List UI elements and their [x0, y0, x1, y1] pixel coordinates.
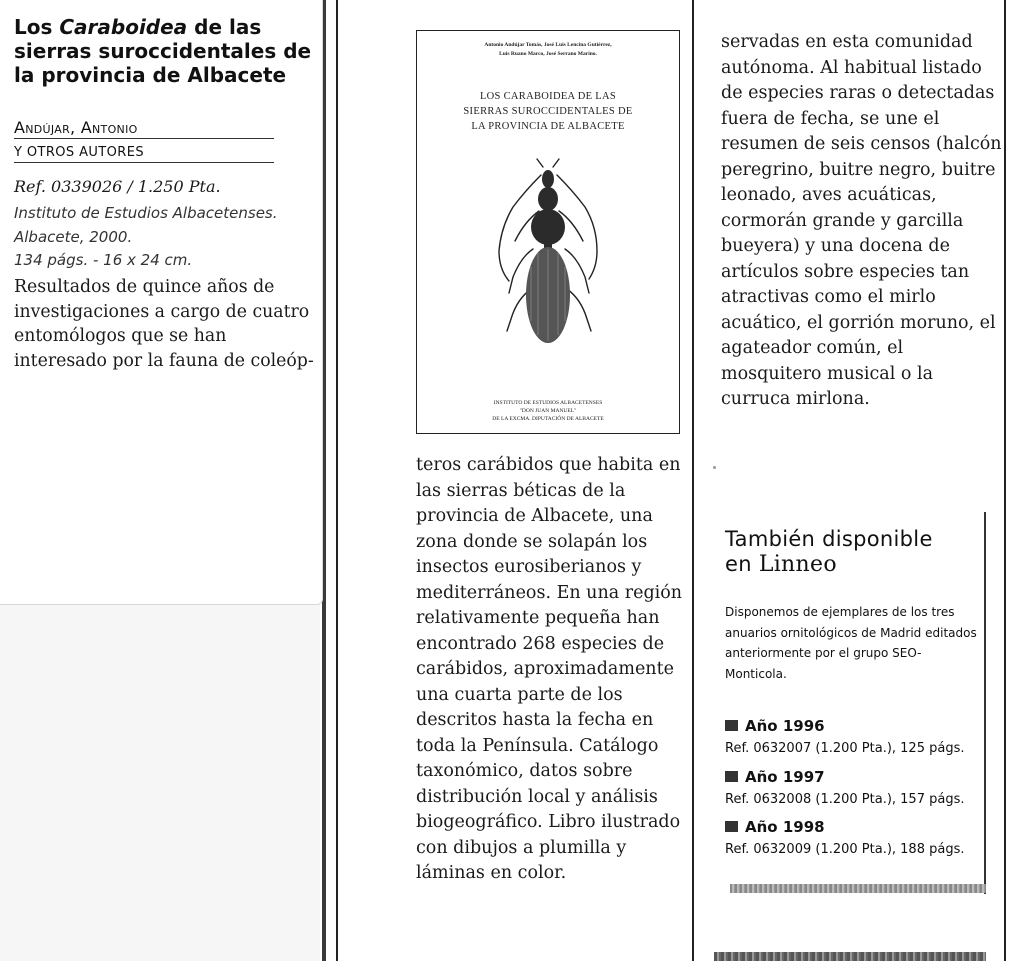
also-available-box [714, 510, 988, 894]
cover-authors: Antonio Andújar Tomás, José Luis Lencina Gutiérrez, Luis Ruano Marco, José Serrano Marino. [484, 42, 612, 57]
cover-title: LOS CARABOIDEA DE LAS SIERRAS SUROCCIDENTALES DE LA PROVINCIA DE ALBACETE [463, 91, 633, 132]
next-box-edge [714, 952, 986, 961]
review-text-anuario: servadas en esta comunidad autónoma. Al habitual listado de especies raras o detectadas fuera de fecha, se une el resumen de seis censos (halcón peregrino, buitre negro, buitre leonado, aves acuáticas, cormorán grande y garcilla bueyera) y una docena de artículos sobre especies tan atractivas como el mirlo acuático, el gorrión moruno, el agateador común, el mosquitero musical o la curruca mirlona. [721, 32, 1002, 409]
book-other-authors: Y OTROS AUTORES [14, 144, 274, 163]
bullet-square-icon [725, 821, 738, 832]
review-text-part1: Resultados de quince años de investigaciones a cargo de cuatro entomólogos que se han interesado por la fauna de coleóp- [14, 277, 314, 371]
book-cover [416, 30, 680, 434]
list-item: Año 1996 Ref. 0632007 (1.200 Pta.), 125 págs. [725, 717, 965, 756]
cover-publisher: INSTITUTO DE ESTUDIOS ALBACETENSES "DON JUAN MANUEL" DE LA EXCMA. DIPUTACIÓN DE ALBACETE [492, 400, 604, 422]
book-publisher: Instituto de Estudios Albacetenses. Albacete, 2000. 134 págs. - 16 x 24 cm. [14, 202, 314, 273]
also-available-title: También disponible en Linneo [725, 527, 933, 577]
book-author: Andújar, Antonio [14, 118, 274, 139]
background-shade [0, 600, 320, 961]
yearbook-list [725, 714, 987, 866]
box-border-bottom [730, 884, 986, 893]
box-border-right [984, 512, 986, 894]
list-item: Año 1997 Ref. 0632008 (1.200 Pta.), 157 págs. [725, 767, 965, 807]
bullet-square-icon [725, 771, 738, 782]
book-reference: Ref. 0339026 / 1.250 Pta. [14, 177, 221, 196]
book-info-panel [0, 0, 323, 605]
column-rule-left [336, 0, 338, 961]
review-text-part2: teros carábidos que habita en las sierras béticas de la provincia de Albacete, una zona donde se solapán los insectos eurosiberianos y mediterráneos. En una región relativamente pequeña han encontrado 268 especies de carábidos, aproximadamente una cuarta parte de los descritos hasta la fecha en toda la Península. Catálogo taxonómico, datos sobre distribución local y análisis biogeográfico. Libro ilustrado con dibujos a plumilla y láminas en color. [416, 455, 683, 883]
bullet-square-icon [725, 720, 738, 731]
beetle-illustration-icon [417, 31, 679, 433]
scan-speck [713, 466, 716, 469]
book-title: Los Caraboidea de las sierras suroccidentales de la provincia de Albacete [14, 15, 312, 87]
also-available-intro: Disponemos de ejemplares de los tres anuarios ornitológicos de Madrid editados anteriormente por el grupo SEO-Monticola. [725, 605, 977, 681]
list-item: Año 1998 Ref. 0632009 (1.200 Pta.), 188 págs. [725, 818, 965, 857]
column-rule-middle [692, 0, 694, 961]
book-specs: 134 págs. - 16 x 24 cm. [14, 251, 193, 269]
